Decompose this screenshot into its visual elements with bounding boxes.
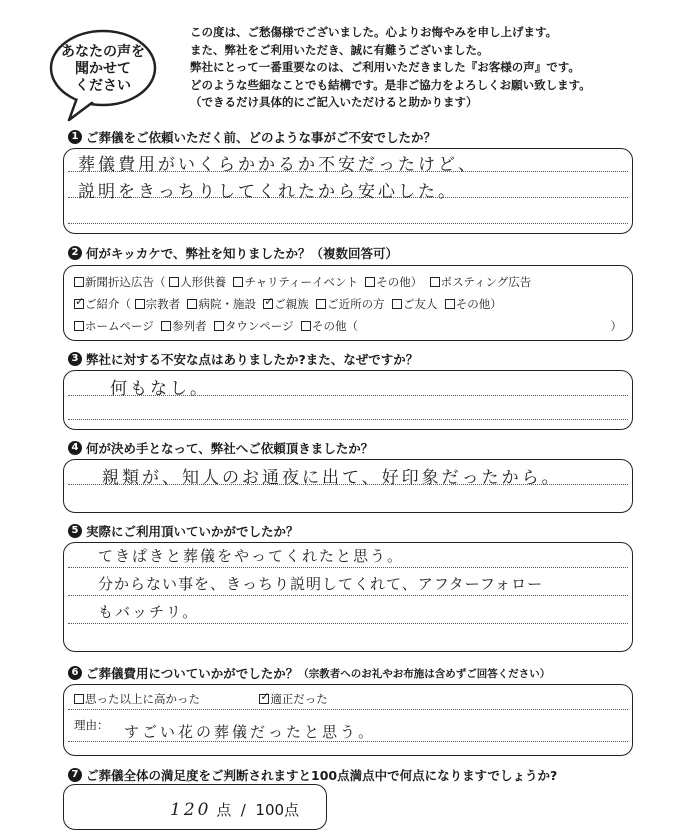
handwritten-answer: 何もなし。 xyxy=(110,379,210,399)
option-label: その他） xyxy=(376,275,423,289)
question-number: 7 xyxy=(68,768,82,782)
option-label: 病院・施設 xyxy=(198,297,256,311)
question-text: 何が決め手となって、弊社へご依頼頂きましたか？ xyxy=(86,441,374,456)
handwritten-reason[interactable]: すごい花の葬儀だったと思う。 xyxy=(124,723,377,741)
question-3 xyxy=(68,350,418,368)
reason-label: 理由： xyxy=(74,718,109,732)
checkbox-reasonable[interactable] xyxy=(259,694,269,704)
option-label: 人形供養 xyxy=(180,275,227,289)
option-label: ポスティング広告 xyxy=(440,275,532,289)
checkbox-doll-memorial[interactable] xyxy=(169,277,179,287)
ruled-line xyxy=(68,223,628,224)
option-label: ご親族 xyxy=(274,297,309,311)
handwritten-answer: 分からない事を、きっちり説明してくれて、アフターフォロー xyxy=(98,575,544,593)
checkbox-other-1[interactable] xyxy=(365,277,375,287)
option-label: チャリティーイベント xyxy=(244,275,358,289)
score-max: 100点 xyxy=(255,801,300,819)
question-7 xyxy=(68,766,557,784)
question-text: ご葬儀全体の満足度をご判断されますと100点満点中で何点になりますでしょうか? xyxy=(86,768,558,783)
checkbox-other-2[interactable] xyxy=(445,299,455,309)
question-number: 6 xyxy=(68,666,82,680)
answer-box-1[interactable] xyxy=(63,148,633,234)
intro-line: また、弊社をご利用いただき、誠に有難うございました。 xyxy=(190,42,489,57)
options-row-3 xyxy=(74,318,622,334)
question-text: ご葬儀費用についていかがでしたか？ xyxy=(86,666,299,681)
question-6 xyxy=(68,664,550,682)
checkbox-homepage[interactable] xyxy=(74,321,84,331)
option-label: 新聞折込広告（ xyxy=(85,275,166,289)
bubble-line: ください xyxy=(75,78,131,94)
checkbox-newspaper[interactable] xyxy=(74,277,84,287)
options-row-1 xyxy=(74,274,531,290)
score-display xyxy=(170,799,299,820)
answer-box-5[interactable] xyxy=(63,542,633,652)
question-5 xyxy=(68,522,299,540)
checkbox-posting-ad[interactable] xyxy=(430,277,440,287)
answer-box-6 xyxy=(63,684,633,756)
score-separator: / xyxy=(240,801,246,819)
checkbox-neighbor[interactable] xyxy=(316,299,326,309)
option-label: 宗教者 xyxy=(145,297,181,311)
checkbox-other-3[interactable] xyxy=(301,321,311,331)
answer-box-3[interactable] xyxy=(63,370,633,430)
option-label: その他（ xyxy=(312,319,358,333)
question-text: 弊社に対する不安な点はありましたか?また、なぜですか？ xyxy=(86,352,419,367)
checkbox-religious[interactable] xyxy=(135,299,145,309)
handwritten-answer: てきぱきと葬儀をやってくれたと思う。 xyxy=(98,547,405,565)
question-4 xyxy=(68,439,373,457)
checkbox-friend[interactable] xyxy=(392,299,402,309)
option-label: ご友人 xyxy=(402,297,438,311)
handwritten-score: 120 xyxy=(170,800,212,820)
score-box[interactable] xyxy=(63,784,327,830)
checkbox-hospital[interactable] xyxy=(187,299,197,309)
checkbox-too-expensive[interactable] xyxy=(74,694,84,704)
option-label: ご近所の方 xyxy=(327,297,385,311)
checkbox-townpage[interactable] xyxy=(214,321,224,331)
intro-text xyxy=(190,24,685,112)
handwritten-answer: 親類が、知人のお通夜に出て、好印象だったから。 xyxy=(102,468,562,488)
checkbox-relatives[interactable] xyxy=(263,299,273,309)
option-label: タウンページ xyxy=(224,319,294,333)
question-number: 3 xyxy=(68,352,82,366)
bubble-text xyxy=(53,44,153,95)
bubble-line: 聞かせて xyxy=(75,61,131,77)
options-row-2 xyxy=(74,296,502,312)
option-label: 思った以上に高かった xyxy=(85,692,200,706)
answer-box-2 xyxy=(63,265,633,341)
question-number: 5 xyxy=(68,524,82,538)
answer-box-4[interactable] xyxy=(63,459,633,513)
speech-bubble xyxy=(47,28,159,110)
option-close-paren: ） xyxy=(610,319,622,333)
question-1 xyxy=(68,128,436,146)
question-note: （宗教者へのお礼やお布施は含めずご回答ください） xyxy=(298,667,551,680)
ruled-line xyxy=(68,709,628,710)
option-label: ご紹介（ xyxy=(85,297,131,311)
ruled-line xyxy=(68,567,628,568)
cost-options xyxy=(74,691,328,707)
handwritten-answer: 説明をきっちりしてくれたから安心した。 xyxy=(78,182,458,202)
question-number: 4 xyxy=(68,441,82,455)
ruled-line xyxy=(68,595,628,596)
question-2 xyxy=(68,244,398,262)
handwritten-answer: 葬儀費用がいくらかかるか不安だったけど、 xyxy=(78,155,478,175)
question-number: 1 xyxy=(68,130,82,144)
intro-line: （できるだけ具体的にご記入いただけると助かります） xyxy=(190,95,478,109)
option-label: その他） xyxy=(455,297,502,311)
question-text: 何がキッカケで、弊社を知りましたか？（複数回答可） xyxy=(86,246,399,261)
checkbox-charity-event[interactable] xyxy=(233,277,243,287)
handwritten-answer: もバッチリ。 xyxy=(98,603,200,621)
checkbox-referral[interactable] xyxy=(74,299,84,309)
option-label: 参列者 xyxy=(172,319,207,333)
bubble-line: あなたの声を xyxy=(61,44,145,60)
intro-line: どのような些細なことでも結構です。是非ご協力をよろしくお願い致します。 xyxy=(190,77,591,92)
ruled-line xyxy=(68,623,628,624)
option-label: ホームページ xyxy=(85,319,154,333)
intro-line: この度は、ご愁傷様でございました。心よりお悔やみを申し上げます。 xyxy=(190,25,558,39)
question-text: 実際にご利用頂いていかがでしたか？ xyxy=(86,524,299,539)
score-unit: 点 xyxy=(216,801,232,819)
question-text: ご葬儀をご依頼いただく前、どのような事がご不安でしたか？ xyxy=(86,130,437,145)
intro-line: 弊社にとって一番重要なのは、ご利用いただきました『お客様の声』です。 xyxy=(190,60,580,74)
option-label: 適正だった xyxy=(270,692,328,706)
ruled-line xyxy=(68,419,628,420)
question-number: 2 xyxy=(68,246,82,260)
checkbox-attendee[interactable] xyxy=(161,321,171,331)
